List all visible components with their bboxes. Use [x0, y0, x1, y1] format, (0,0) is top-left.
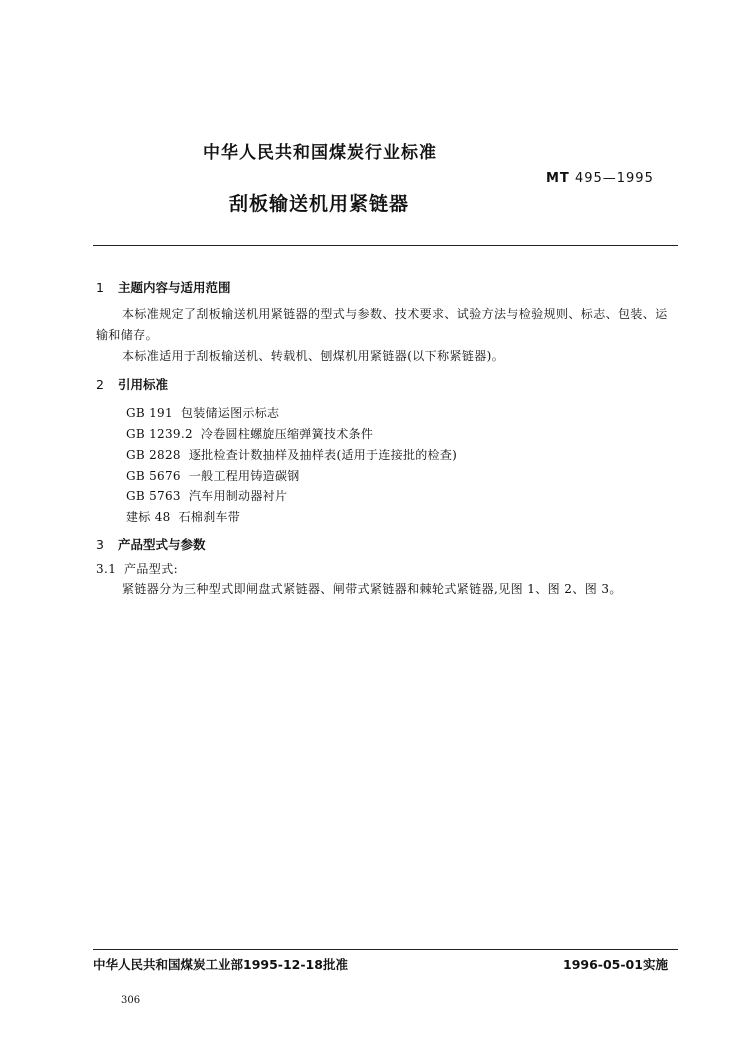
reference-item	[126, 404, 279, 421]
section-1-paragraph-2: 本标准适用于刮板输送机、转载机、刨煤机用紧链器(以下称紧链器)。	[122, 349, 505, 363]
reference-name: 一般工程用铸造碳钢	[188, 469, 300, 483]
section-3-title: 产品型式与参数	[118, 537, 206, 552]
reference-item	[126, 446, 457, 463]
section-3-number: 3	[96, 537, 104, 552]
header-divider	[93, 245, 678, 246]
reference-code: 建标 48	[126, 510, 171, 524]
standard-organization: 中华人民共和国煤炭行业标准	[203, 143, 437, 163]
section-1-number: 1	[96, 280, 104, 295]
reference-name: 石棉刹车带	[178, 510, 241, 524]
section-2-title: 引用标准	[118, 377, 169, 392]
reference-name: 逐批检查计数抽样及抽样表(适用于连接批的检查)	[188, 448, 458, 462]
standard-code-number: 495—1995	[574, 171, 654, 186]
section-1-title: 主题内容与适用范围	[118, 280, 231, 295]
reference-item	[126, 508, 240, 525]
section-1-paragraph-1-line-2: 输和储存。	[96, 328, 159, 342]
reference-code: GB 5676	[126, 469, 181, 483]
subsection-3-1-heading	[96, 560, 178, 577]
section-1-paragraph-1-line-1: 本标准规定了刮板输送机用紧链器的型式与参数、技术要求、试验方法与检验规则、标志、包装、运	[122, 307, 668, 321]
reference-item	[126, 467, 300, 484]
reference-item	[126, 487, 287, 504]
standard-title: 刮板输送机用紧链器	[229, 193, 410, 215]
section-3-heading	[96, 535, 206, 553]
section-2-heading	[96, 375, 168, 393]
reference-name: 汽车用制动器衬片	[188, 489, 288, 503]
standard-code	[546, 171, 654, 186]
section-1-heading	[96, 278, 231, 296]
reference-name: 包装储运图示标志	[180, 406, 280, 420]
standard-code-prefix: MT	[546, 171, 570, 186]
subsection-3-1-number: 3.1	[96, 562, 117, 576]
reference-code: GB 1239.2	[126, 427, 193, 441]
reference-code: GB 2828	[126, 448, 181, 462]
reference-name: 冷卷圆柱螺旋压缩弹簧技术条件	[200, 427, 374, 441]
reference-code: GB 5763	[126, 489, 181, 503]
reference-item	[126, 425, 373, 442]
subsection-3-1-title: 产品型式:	[124, 562, 179, 576]
reference-code: GB 191	[126, 406, 173, 420]
section-2-number: 2	[96, 377, 104, 392]
page-number: 306	[121, 995, 141, 1006]
subsection-3-1-text: 紧链器分为三种型式即闸盘式紧链器、闸带式紧链器和棘轮式紧链器,见图 1、图 2、图 3。	[122, 582, 622, 596]
approval-statement: 中华人民共和国煤炭工业部1995-12-18批准	[93, 957, 348, 972]
footer-divider	[93, 949, 678, 950]
effective-date: 1996-05-01实施	[563, 957, 668, 972]
